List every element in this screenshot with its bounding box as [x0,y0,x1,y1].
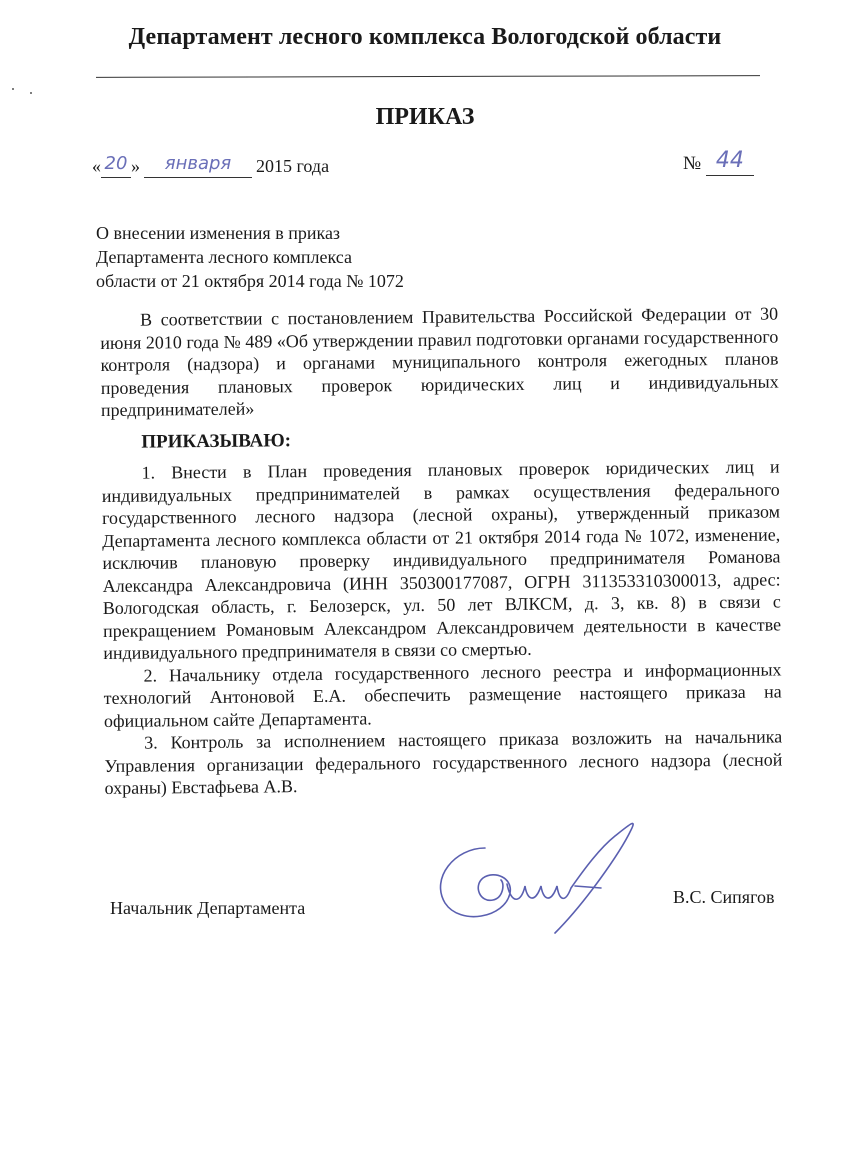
date-day: 20 [104,153,128,174]
handwritten-signature [425,808,665,938]
scan-speck [12,88,14,90]
number-blank [706,150,754,176]
date-year: 2015 года [256,156,330,176]
subject-line: области от 21 октября 2014 года № 1072 [96,271,404,291]
preamble-paragraph: В соответствии с постановлением Правительства Российской Федерации от 30 июня 2010 года № 489 «Об утверждении правил подготовки органами государственного контроля (надзора) и органами муниципального контроля ежегодных планов проведения плановых проверок юридических лиц и индивидуальных предпринимателей» [100,303,779,420]
subject-line: О внесении изменения в приказ [96,223,341,243]
date-month-blank [144,153,252,178]
subject-line: Департамента лесного комплекса [96,247,352,267]
header-rule [96,75,760,78]
order-item: 2. Начальнику отдела государственного лесного реестра и информационных технологий Антоновой Е.А. обеспечить размещение настоящего приказа на официальном сайте Департамента. [103,658,782,731]
signatory-name: В.С. Сипягов [673,887,775,907]
signatory-role: Начальник Департамента [110,898,306,918]
date-open-quote: « [92,156,101,176]
order-heading: ПРИКАЗЫВАЮ: [141,429,292,453]
scan-speck [30,92,32,94]
department-header: Департамент лесного комплекса Вологодской области [128,24,722,50]
order-item: 1. Внести в План проведения плановых проверок юридических лиц и индивидуальных предпринимателей в рамках осуществления федерального государственного лесного надзора (лесной охраны), утвержденный приказом Департамента лесного комплекса области от 21 октября 2014 года № 1072, изменение, исключив плановую проверку индивидуального предпринимателя Романова Александра Александровича (ИНН 350300177087, ОГРН 311353310300013, адрес: Вологодская область, г. Белозерск, ул. 50 лет ВЛКСМ, д. 3, кв. 8) в связи с прекращением Романовым Александром Александровичем деятельности в качестве индивидуального предпринимателя в связи со смертью. [101,456,782,663]
document-number [683,150,754,176]
date-line [92,153,330,178]
number-value: 44 [715,148,744,173]
subject-block [96,221,516,293]
date-month: января [164,153,232,174]
order-item: 3. Контроль за исполнением настоящего приказа возложить на начальника Управления организации федерального государственного лесного надзора (лесной охраны) Евстафьева А.В. [104,726,783,798]
number-label: № [683,153,702,174]
document-body [100,302,783,799]
date-day-blank [101,153,131,178]
date-close-quote: » [131,156,140,176]
document-title: ПРИКАЗ [375,104,475,130]
